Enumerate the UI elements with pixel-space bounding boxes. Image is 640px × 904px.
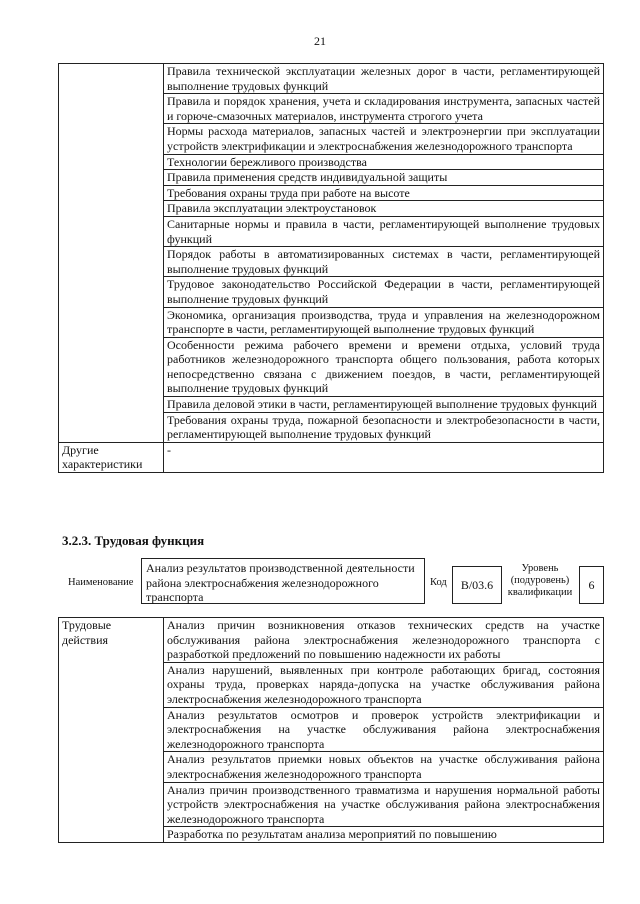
requirement-item: Правила деловой этики в части, регламентирующей выполнение трудовых функций	[164, 397, 604, 413]
other-characteristics-label: Другие характеристики	[59, 442, 164, 472]
requirement-item: Экономика, организация производства, труда и управления на железнодорожном транспорте в части, регламентирующей выполнение трудовых функций	[164, 307, 604, 337]
name-label: Наименование	[68, 577, 134, 588]
requirement-item: Правила технической эксплуатации железных дорог в части, регламентирующей выполнение трудовых функций	[164, 64, 604, 94]
level-label: Уровень (подуровень) квалификации	[507, 563, 573, 598]
table-row	[59, 442, 604, 472]
labor-actions-table	[58, 617, 604, 843]
table-row	[59, 64, 604, 94]
requirement-item: Правила эксплуатации электроустановок	[164, 201, 604, 217]
section-title: 3.2.3. Трудовая функция	[62, 533, 205, 548]
requirement-item: Технологии бережливого производства	[164, 154, 604, 170]
requirement-item: Порядок работы в автоматизированных системах в части, регламентирующей выполнение трудовых функций	[164, 247, 604, 277]
labor-actions-body	[59, 618, 604, 843]
labor-action-item: Разработка по результатам анализа мероприятий по повышению	[164, 827, 604, 843]
requirement-item: Требования охраны труда, пожарной безопасности и электробезопасности в части, регламентирующей выполнение трудовых функций	[164, 412, 604, 442]
labor-action-item: Анализ причин производственного травматизма и нарушения нормальной работы устройств электроснабжения на участке обслуживания района электроснабжения железнодорожного транспорта	[164, 782, 604, 827]
code-label: Код	[430, 577, 447, 588]
labor-action-item: Анализ результатов осмотров и проверок устройств электрификации и электроснабжения на участке обслуживания района электроснабжения железнодорожного транспорта	[164, 707, 604, 752]
requirement-item: Трудовое законодательство Российской Федерации в части, регламентирующей выполнение трудовых функций	[164, 277, 604, 307]
code-value: B/03.6	[452, 566, 502, 604]
requirements-label-cell	[59, 64, 164, 443]
requirement-item: Правила применения средств индивидуальной защиты	[164, 170, 604, 186]
requirements-table	[58, 63, 604, 473]
name-value: Анализ результатов производственной деятельности района электроснабжения железнодорожного транспорта	[141, 558, 425, 604]
requirement-item: Нормы расхода материалов, запасных частей и электроэнергии при эксплуатации устройств электрификации и электроснабжения железнодорожного транспорта	[164, 124, 604, 154]
table-row	[59, 618, 604, 663]
requirements-body	[59, 64, 604, 473]
other-characteristics-value: -	[164, 442, 604, 472]
requirement-item: Требования охраны труда при работе на высоте	[164, 185, 604, 201]
labor-action-item: Анализ причин возникновения отказов технических средств на участке обслуживания района электроснабжения железнодорожного транспорта с разработкой предложений по повышению надежности их работы	[164, 618, 604, 663]
labor-action-item: Анализ нарушений, выявленных при контроле работающих бригад, состояния охраны труда, проверках наряда-допуска на участке обслуживания района электроснабжения железнодорожного транспорта	[164, 662, 604, 707]
requirement-item: Санитарные нормы и правила в части, регламентирующей выполнение трудовых функций	[164, 216, 604, 246]
labor-action-item: Анализ результатов приемки новых объектов на участке обслуживания района электроснабжения железнодорожного транспорта	[164, 752, 604, 782]
requirement-item: Особенности режима рабочего времени и времени отдыха, условий труда работников железнодорожного транспорта общего пользования, работа которых непосредственно связана с движением поездов, в части, регламентирующей выполнение трудовых функций	[164, 337, 604, 396]
requirement-item: Правила и порядок хранения, учета и складирования инструмента, запасных частей и горюче-смазочных материалов, инструмента строгого учета	[164, 94, 604, 124]
level-value: 6	[579, 566, 604, 604]
page-number: 21	[314, 34, 326, 48]
labor-actions-label: Трудовые действия	[59, 618, 164, 843]
